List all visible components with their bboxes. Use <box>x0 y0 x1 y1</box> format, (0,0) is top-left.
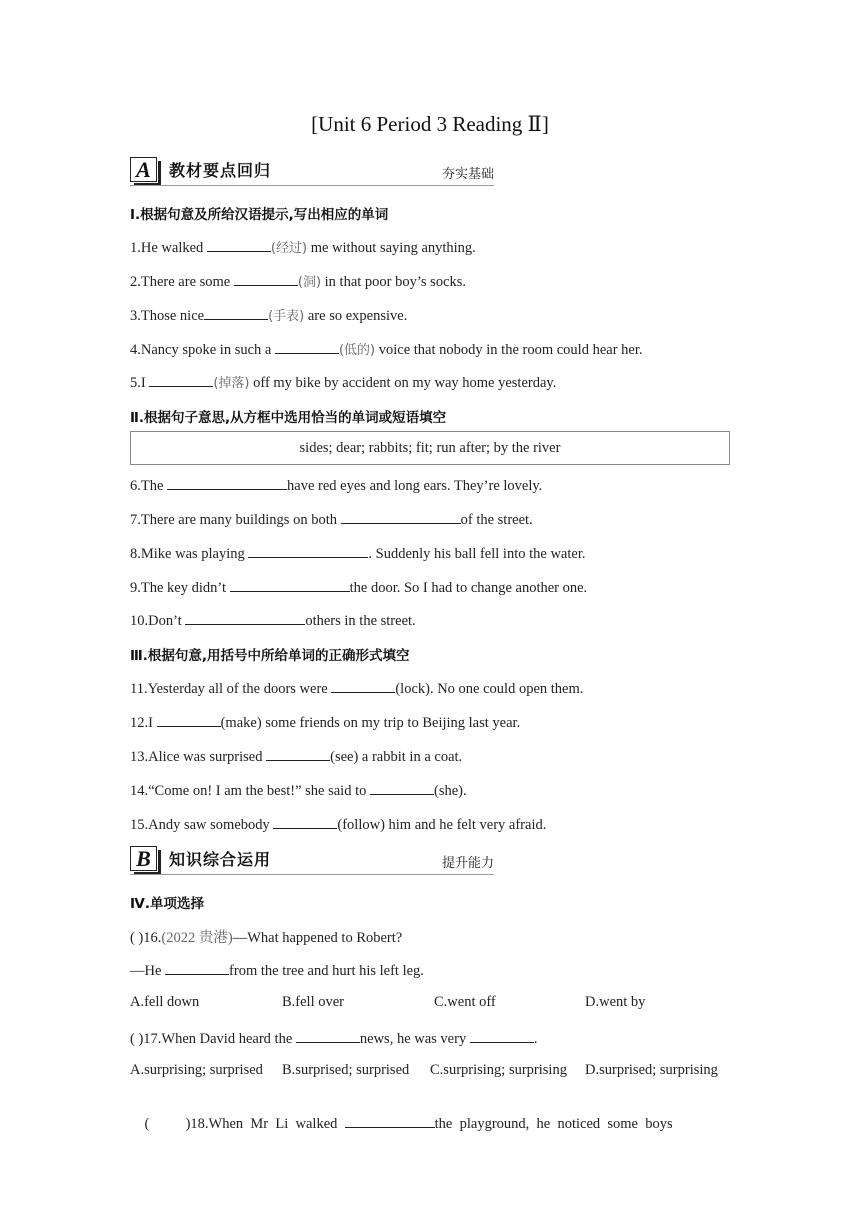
answer-blank[interactable] <box>207 237 271 252</box>
answer-blank[interactable] <box>234 271 298 286</box>
option-d[interactable]: D.surprised; surprising <box>585 1062 718 1078</box>
question-2: 2.There are some (洞) in that poor boy’s socks. <box>130 271 466 291</box>
section-b-subtitle: 提升能力 <box>441 856 494 871</box>
question-source: (2022 贵港) <box>161 930 233 946</box>
question-16: ( )16.(2022 贵港)—What happened to Robert? <box>130 930 403 946</box>
answer-blank[interactable] <box>273 814 337 829</box>
answer-blank[interactable] <box>331 678 395 693</box>
question-10: 10.Don’t others in the street. <box>130 610 416 630</box>
question-17: ( )17.When David heard the news, he was very . <box>130 1028 537 1048</box>
section-b-banner <box>130 844 494 875</box>
question-8: 8.Mike was playing . Suddenly his ball fell into the water. <box>130 543 585 563</box>
answer-blank[interactable] <box>157 712 221 727</box>
section-b-title: 知识综合运用 <box>169 850 272 869</box>
question-12: 12.I (make) some friends on my trip to Beijing last year. <box>130 712 520 732</box>
question-17-options <box>130 1062 718 1079</box>
question-9: 9.The key didn’t the door. So I had to change another one. <box>130 577 587 597</box>
section-a-title: 教材要点回归 <box>169 161 272 180</box>
answer-blank[interactable] <box>470 1028 534 1043</box>
section-2-heading: Ⅱ.根据句子意思,从方框中选用恰当的单词或短语填空 <box>130 410 447 426</box>
question-7: 7.There are many buildings on both of the street. <box>130 509 533 529</box>
section-a-subtitle: 夯实基础 <box>441 167 494 182</box>
option-b[interactable]: B.fell over <box>282 994 345 1010</box>
answer-blank[interactable] <box>165 960 229 975</box>
answer-blank[interactable] <box>345 1113 435 1128</box>
section-b-badge: B <box>130 846 157 871</box>
section-1-heading: Ⅰ.根据句意及所给汉语提示,写出相应的单词 <box>130 207 389 223</box>
question-16-options <box>130 994 645 1011</box>
question-14: 14.“Come on! I am the best!” she said to (she). <box>130 780 467 800</box>
answer-blank[interactable] <box>149 372 213 387</box>
section-3-heading: Ⅲ.根据句意,用括号中所给单词的正确形式填空 <box>130 648 410 664</box>
question-6: 6.The have red eyes and long ears. They’re lovely. <box>130 475 542 495</box>
answer-blank[interactable] <box>248 543 368 558</box>
answer-blank[interactable] <box>185 610 305 625</box>
question-3: 3.Those nice (手表) are so expensive. <box>130 305 407 325</box>
question-16-line-2: —He from the tree and hurt his left leg. <box>130 960 424 980</box>
question-5: 5.I (掉落) off my bike by accident on my way home yesterday. <box>130 372 556 392</box>
answer-blank[interactable] <box>275 339 339 354</box>
question-4: 4.Nancy spoke in such a (低的) voice that nobody in the room could hear her. <box>130 339 643 359</box>
question-13: 13.Alice was surprised (see) a rabbit in a coat. <box>130 746 462 766</box>
question-15: 15.Andy saw somebody (follow) him and he felt very afraid. <box>130 814 546 834</box>
option-a[interactable]: A.surprising; surprised <box>130 1062 263 1078</box>
answer-blank[interactable] <box>167 475 287 490</box>
answer-blank[interactable] <box>266 746 330 761</box>
option-c[interactable]: C.surprising; surprising <box>430 1062 567 1078</box>
question-1: 1.He walked (经过) me without saying anything. <box>130 237 476 257</box>
answer-blank[interactable] <box>296 1028 360 1043</box>
word-box: sides; dear; rabbits; fit; run after; by the river <box>130 431 730 465</box>
answer-blank[interactable] <box>204 305 268 320</box>
answer-blank[interactable] <box>370 780 434 795</box>
answer-blank[interactable] <box>230 577 350 592</box>
page-title: [Unit 6 Period 3 Reading Ⅱ] <box>311 112 549 136</box>
section-a-banner <box>130 155 494 186</box>
option-a[interactable]: A.fell down <box>130 994 200 1010</box>
option-b[interactable]: B.surprised; surprised <box>282 1062 410 1078</box>
section-4-heading: Ⅳ.单项选择 <box>130 896 204 912</box>
option-d[interactable]: D.went by <box>585 994 646 1010</box>
section-a-badge: A <box>130 157 157 182</box>
question-11: 11.Yesterday all of the doors were (lock). No one could open them. <box>130 678 583 698</box>
option-c[interactable]: C.went off <box>434 994 496 1010</box>
question-18: ( )18.When Mr Li walked the playground, he noticed some boys <box>130 1096 673 1150</box>
answer-blank[interactable] <box>341 509 461 524</box>
answer-paren[interactable]: ( ) <box>130 930 144 946</box>
